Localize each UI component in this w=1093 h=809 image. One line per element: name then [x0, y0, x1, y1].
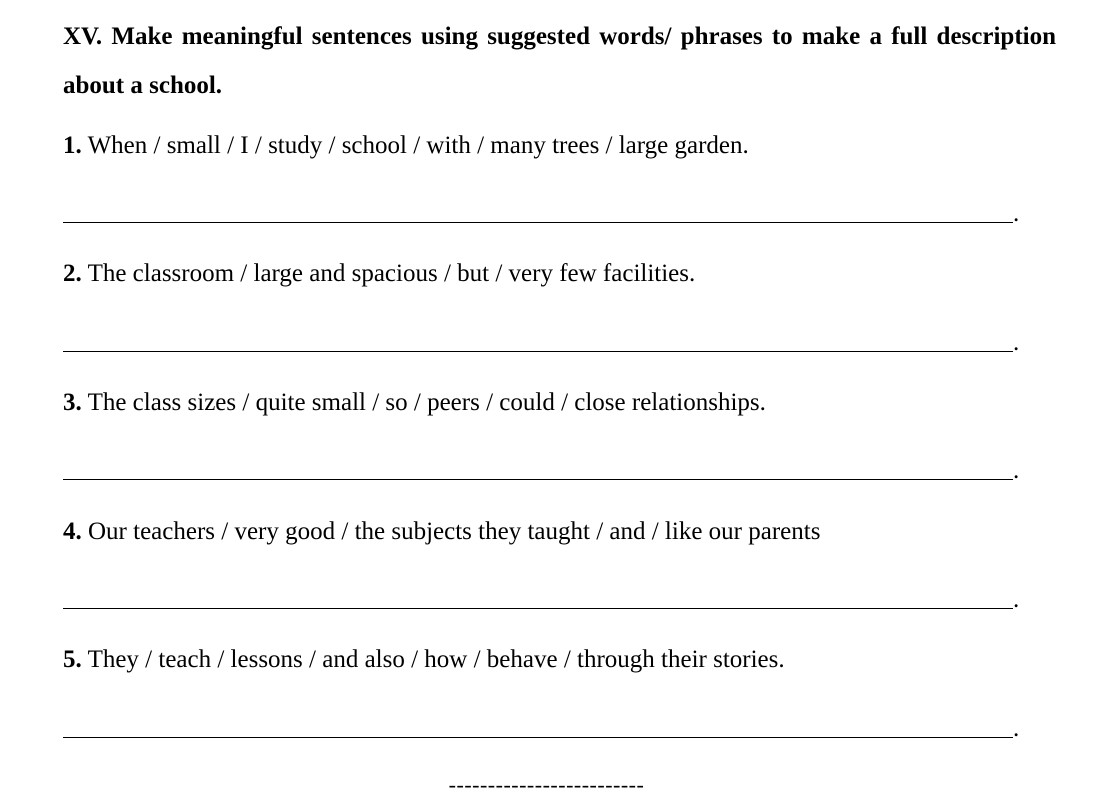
question-prompt: Our teachers / very good / the subjects they taught / and / like our parents	[88, 518, 821, 545]
question-3	[63, 388, 766, 418]
answer-end-dot: .	[1013, 457, 1020, 484]
question-number: 5.	[63, 646, 82, 673]
question-prompt: The class sizes / quite small / so / peers / could / close relationships.	[87, 389, 766, 416]
answer-line-5[interactable]	[63, 737, 1013, 738]
answer-line-4[interactable]	[63, 608, 1013, 609]
answer-end-dot: .	[1013, 715, 1020, 742]
exercise-instruction: XV. Make meaningful sentences using suggested words/ phrases to make a full description about a school.	[63, 23, 1056, 99]
answer-line-2[interactable]	[63, 351, 1013, 352]
question-4	[63, 517, 820, 547]
question-number: 2.	[63, 260, 82, 287]
answer-end-dot: .	[1013, 586, 1020, 613]
question-2	[63, 259, 695, 289]
answer-end-dot: .	[1013, 329, 1020, 356]
question-number: 4.	[63, 518, 82, 545]
question-prompt: The classroom / large and spacious / but / very few facilities.	[87, 260, 696, 287]
answer-line-1[interactable]	[63, 222, 1013, 223]
question-prompt: When / small / I / study / school / with / many trees / large garden.	[87, 132, 749, 159]
question-number: 1.	[63, 132, 82, 159]
answer-end-dot: .	[1013, 200, 1020, 227]
end-divider: -------------------------	[448, 772, 645, 797]
question-number: 3.	[63, 389, 82, 416]
question-5	[63, 645, 785, 675]
answer-line-3[interactable]	[63, 479, 1013, 480]
question-1	[63, 131, 749, 161]
question-prompt: They / teach / lessons / and also / how / behave / through their stories.	[87, 646, 785, 673]
